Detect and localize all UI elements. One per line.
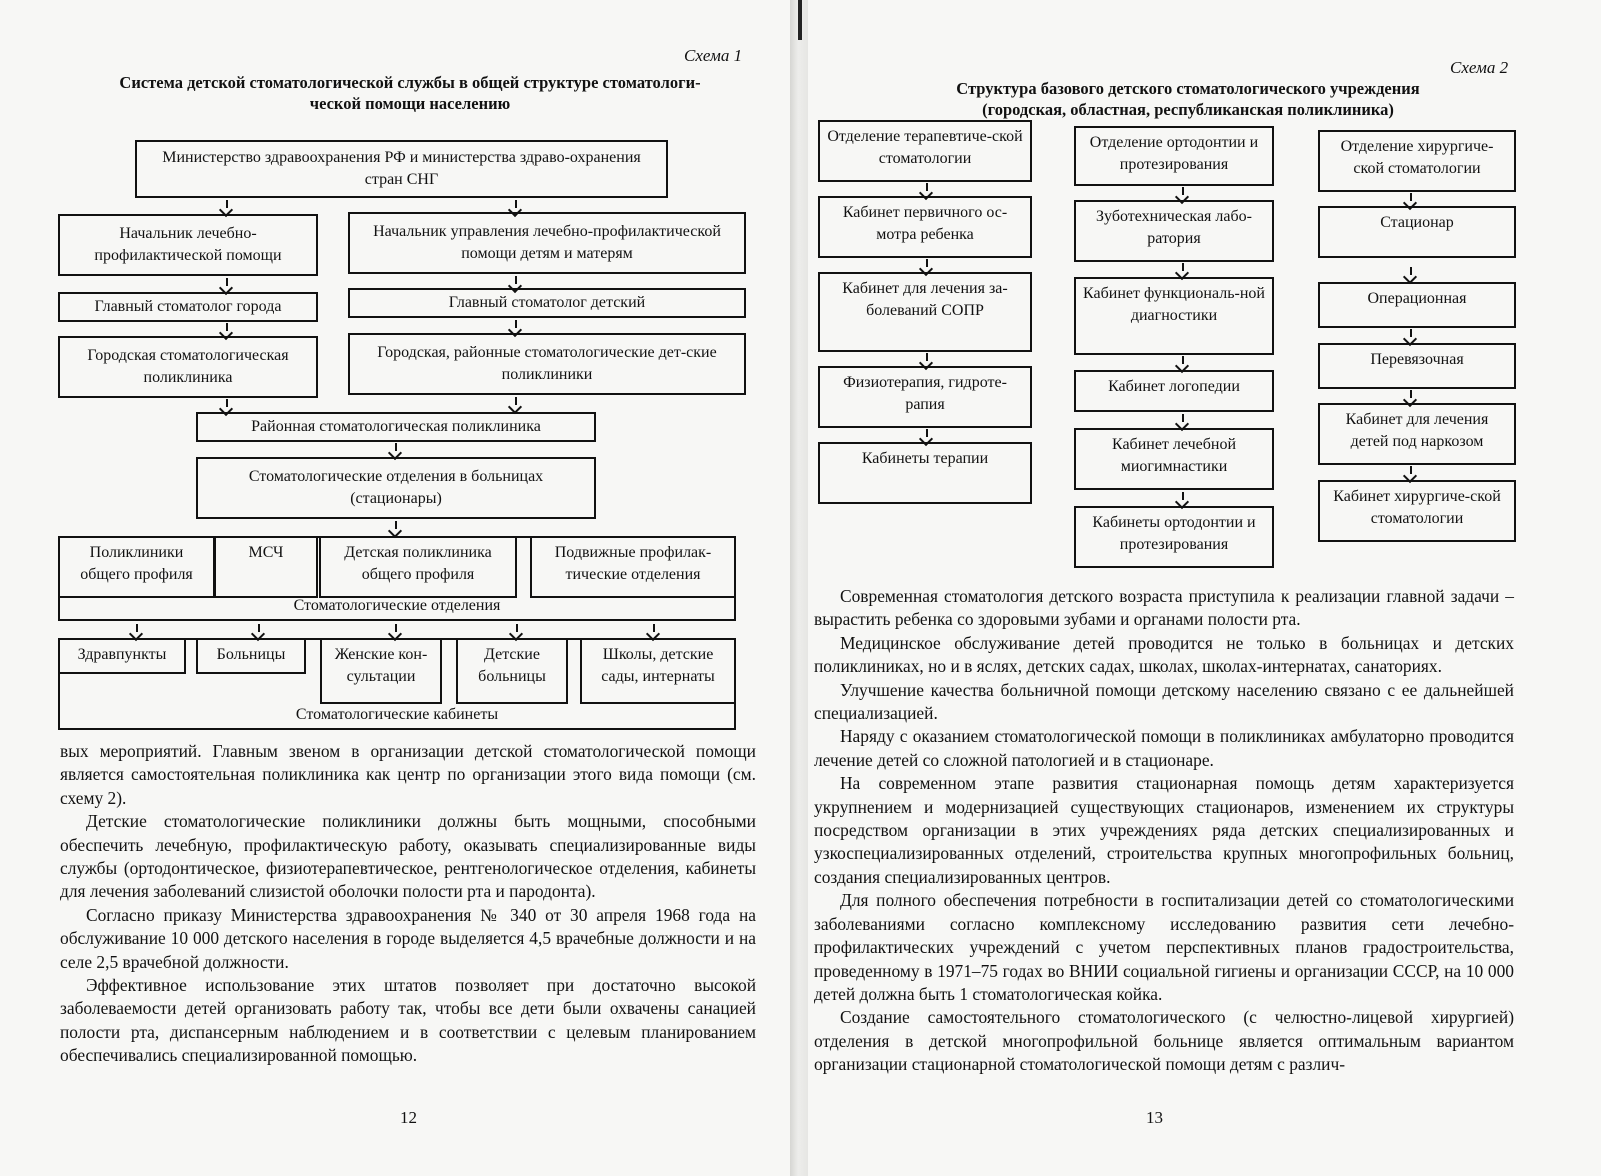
arrow-down-icon bbox=[218, 278, 236, 292]
arrow-down-icon bbox=[1174, 414, 1192, 428]
box-col3-item: Кабинет хирургиче-ской стоматологии bbox=[1318, 480, 1516, 542]
box-child-hospitals: Детские больницы bbox=[456, 638, 568, 704]
box-city-polyclinic: Городская стоматологическая поликлиника bbox=[58, 336, 318, 398]
paragraph: Улучшение качества больничной помощи детскому населению связано с ее дальнейшей специализацией. bbox=[814, 679, 1514, 724]
box-district-child-polyclinics: Городская, районные стоматологические дет-ские поликлиники bbox=[348, 333, 746, 395]
arrow-down-icon bbox=[918, 183, 936, 197]
right-page bbox=[808, 0, 1601, 1176]
arrow-down-icon bbox=[1402, 390, 1420, 404]
box-ministry: Министерство здравоохранения РФ и министерства здраво-охранения стран СНГ bbox=[135, 140, 668, 198]
arrow-down-icon bbox=[128, 624, 146, 638]
paragraph: Согласно приказу Министерства здравоохранения № 340 от 30 апреля 1968 года на обслуживание 10 000 детского населения в городе выделяется 4,5 врачебные должности и на селе 2,5 врачебной должности. bbox=[60, 904, 756, 972]
box-col2-item: Кабинеты ортодонтии и протезирования bbox=[1074, 506, 1274, 568]
arrow-down-icon bbox=[1174, 356, 1192, 370]
gutter-mark bbox=[798, 0, 802, 40]
box-child-dentist: Главный стоматолог детский bbox=[348, 288, 746, 318]
body-text bbox=[814, 585, 1514, 1077]
scheme-title-line: Структура базового детского стоматологического учреждения bbox=[956, 79, 1420, 98]
box-child-general-polyclinic: Детская поликлиника общего профиля bbox=[319, 536, 517, 598]
arrow-down-icon bbox=[918, 353, 936, 367]
arrow-down-icon bbox=[218, 323, 236, 337]
paragraph: вых мероприятий. Главным звеном в организации детской стоматологической помощи является самостоятельная поликлиника как центр по организации этого вида помощи (см. схему 2). bbox=[60, 741, 756, 808]
scheme-title-line: Система детской стоматологической службы в общей структуре стоматологи- bbox=[119, 73, 701, 92]
box-mobile-departments: Подвижные профилак-тические отделения bbox=[530, 536, 736, 598]
arrow-down-icon bbox=[1402, 193, 1420, 207]
scheme-title-line: ческой помощи населению bbox=[309, 94, 511, 113]
arrow-down-icon bbox=[218, 399, 236, 413]
arrow-down-icon bbox=[1174, 263, 1192, 277]
arrow-down-icon bbox=[918, 429, 936, 443]
scheme-label: Схема 1 bbox=[684, 46, 743, 65]
arrow-down-icon bbox=[1402, 267, 1420, 281]
paragraph: Эффективное использование этих штатов позволяет при достаточно высокой заболеваемости детей организовать работу так, чтобы все дети были охвачены санацией полости рта, диспансерным наблюдением и в соответствии с целевым планированием обеспечивались специализированной помощью. bbox=[60, 975, 756, 1066]
arrow-down-icon bbox=[507, 320, 525, 334]
box-general-polyclinics: Поликлиники общего профиля bbox=[58, 536, 215, 598]
arrow-down-icon bbox=[387, 443, 405, 457]
paragraph: Наряду с оказанием стоматологической помощи в поликлиниках амбулаторно проводится лечение детей со сложной патологией и в стационаре. bbox=[814, 726, 1514, 770]
box-col3-item: Перевязочная bbox=[1318, 343, 1516, 389]
box-msch: МСЧ bbox=[214, 536, 318, 598]
box-col2-item: Зуботехническая лабо-ратория bbox=[1074, 200, 1274, 262]
arrow-down-icon bbox=[250, 624, 268, 638]
scheme-label: Схема 2 bbox=[1450, 58, 1509, 77]
box-col2-item: Кабинет логопедии bbox=[1074, 370, 1274, 412]
arrow-down-icon bbox=[218, 200, 236, 214]
box-health-points: Здравпункты bbox=[58, 638, 186, 674]
box-col1-item: Кабинет для лечения за-болеваний СОПР bbox=[818, 272, 1032, 352]
box-dental-departments: Стоматологические отделения bbox=[58, 536, 736, 621]
arrow-down-icon bbox=[387, 624, 405, 638]
box-col3-item: Стационар bbox=[1318, 206, 1516, 258]
box-chief-medical: Начальник лечебно-профилактической помощи bbox=[58, 214, 318, 276]
scheme-title bbox=[40, 72, 780, 114]
arrow-down-icon bbox=[387, 521, 405, 535]
page-number: 13 bbox=[1146, 1108, 1163, 1127]
arrow-down-icon bbox=[1174, 187, 1192, 201]
box-col3-item: Кабинет для лечения детей под наркозом bbox=[1318, 403, 1516, 465]
arrow-down-icon bbox=[507, 397, 525, 411]
paragraph: На современном этапе развития стационарная помощь детям характеризуется укрупнением и модернизацией существующих стационаров, изменением их структуры посредством организации в этих учреждениях ряда детских специализированных и узкоспециализированных отделений, строительства крупных многопрофильных больниц, создания специализированных центров. bbox=[814, 773, 1514, 887]
body-text bbox=[60, 740, 756, 1068]
box-col2-item: Отделение ортодонтии и протезирования bbox=[1074, 126, 1274, 186]
arrow-down-icon bbox=[918, 259, 936, 273]
paragraph: Медицинское обслуживание детей проводится не только в больницах и детских поликлиниках, но и в яслях, детских садах, школах, школах-интернатах, санаториях. bbox=[814, 632, 1514, 677]
box-chief-children: Начальник управления лечебно-профилактической помощи детям и матерям bbox=[348, 212, 746, 274]
box-hospital-departments: Стоматологические отделения в больницах (стационары) bbox=[196, 457, 596, 519]
page-number: 12 bbox=[400, 1108, 417, 1127]
box-col2-item: Кабинет функциональ-ной диагностики bbox=[1074, 277, 1274, 355]
box-col1-item: Физиотерапия, гидроте-рапия bbox=[818, 366, 1032, 428]
box-city-dentist: Главный стоматолог города bbox=[58, 292, 318, 322]
scheme-title bbox=[848, 78, 1528, 120]
arrow-down-icon bbox=[1174, 492, 1192, 506]
box-col2-item: Кабинет лечебной миогимнастики bbox=[1074, 428, 1274, 490]
scheme-title-line: (городская, областная, республиканская поликлиника) bbox=[982, 100, 1394, 119]
box-dental-cabinets: Стоматологические кабинеты bbox=[58, 638, 736, 730]
arrow-down-icon bbox=[645, 624, 663, 638]
arrow-down-icon bbox=[1402, 329, 1420, 343]
box-district-polyclinic: Районная стоматологическая поликлиника bbox=[196, 412, 596, 442]
box-hospitals: Больницы bbox=[196, 638, 306, 674]
arrow-down-icon bbox=[1402, 466, 1420, 480]
book-gutter bbox=[790, 0, 808, 1176]
box-schools: Школы, детские сады, интернаты bbox=[580, 638, 736, 704]
box-col1-item: Кабинет первичного ос-мотра ребенка bbox=[818, 196, 1032, 258]
paragraph: Создание самостоятельного стоматологического (с челюстно-лицевой хирургией) отделения в детской многопрофильной больнице является оптимальным вариантом организации стационарной стоматологической помощи детям с различ- bbox=[814, 1007, 1514, 1075]
box-col3-item: Отделение хирургиче-ской стоматологии bbox=[1318, 130, 1516, 192]
box-col1-item: Отделение терапевтиче-ской стоматологии bbox=[818, 120, 1032, 182]
box-col3-item: Операционная bbox=[1318, 282, 1516, 328]
paragraph: Детские стоматологические поликлиники должны быть мощными, способными обеспечить лечебную, профилактическую работу, оказывать специализированные виды службы (ортодонтическое, физиотерапевтическое, рентгенологическое отделения, кабинеты для лечения заболеваний слизистой оболочки полости рта и пародонта). bbox=[60, 811, 756, 902]
paragraph: Современная стоматология детского возраста приступила к реализации главной задачи – вырастить ребенка со здоровыми зубами и органами полости рта. bbox=[814, 586, 1514, 630]
box-women-consultations: Женские кон-сультации bbox=[320, 638, 442, 704]
left-page bbox=[0, 0, 790, 1176]
box-col1-item: Кабинеты терапии bbox=[818, 442, 1032, 504]
paragraph: Для полного обеспечения потребности в госпитализации детей со стоматологическими заболеваниями согласно комплексному исследованию развития сети лечебно-профилактических учреждений с учетом перспективных планов градостроительства, проведенному в 1971–75 годах во ВНИИ социальной гигиены и организации СССР, на 10 000 детей должна быть 1 стоматологическая койка. bbox=[814, 890, 1514, 1004]
arrow-down-icon bbox=[508, 624, 526, 638]
